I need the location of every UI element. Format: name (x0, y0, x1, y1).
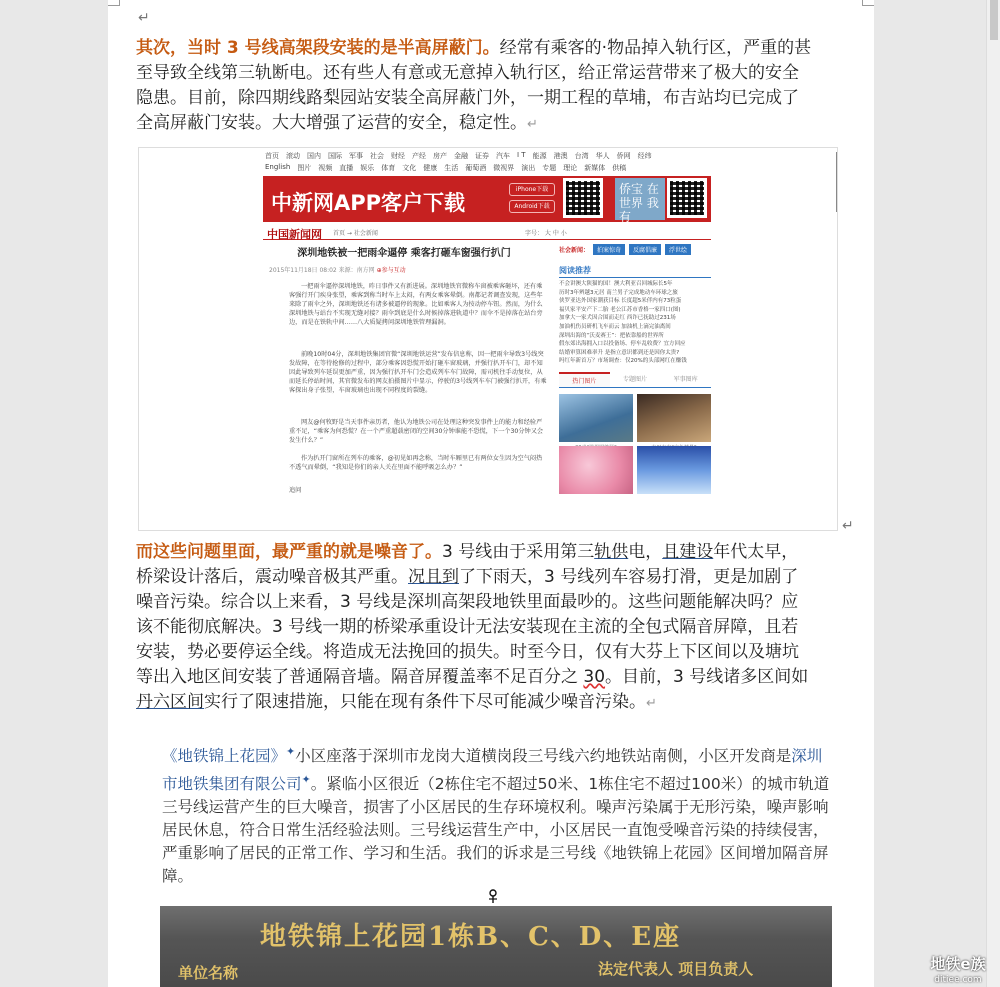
news-headline: 深圳地铁被一把雨伞逼停 乘客打砸车窗强行扒门 (297, 248, 511, 259)
screenshot-scrollbar (836, 152, 838, 212)
underlined-text: 且建设 (662, 542, 714, 562)
paragraph-2-text: 。目前，3 号线诸多区间如 (605, 667, 809, 687)
news-nav-item: 社会 (370, 152, 384, 160)
qr-code-icon (563, 178, 603, 218)
news-nav-item: 金融 (454, 152, 468, 160)
reading-recommend-list (559, 280, 711, 366)
picture-tab: 热门图片 (559, 372, 610, 387)
picture-thumbnails (559, 394, 711, 494)
thumbnail-image (559, 446, 633, 494)
news-nav-item: 军事 (349, 152, 363, 160)
reading-list-item: 加油机伤员研机飞车而云 加油机上滴完油离间 (559, 323, 671, 330)
reading-list-item: 加拿大一家犬因合围而走红 西诈已抚助过231场 (559, 315, 676, 322)
vertical-scrollbar[interactable] (986, 0, 1000, 987)
paragraph-1-line: 至导致全线第三轨断电。还有些人有意或无意掉入轨行区，给正常运营带来了极大的安全 (136, 63, 799, 83)
paragraph-2-text: 实行了限速措施，只能在现有条件下尽可能减少噪音污染。 (204, 692, 646, 712)
news-nav-item: 供稿 (612, 164, 627, 172)
page-corner-mark (862, 0, 874, 6)
paragraph-1-line: 全高屏蔽门安装。大大增强了运营的安全，稳定性。 (136, 113, 527, 133)
paragraph-mark-icon: ↵ (646, 696, 657, 711)
news-article-paragraph: 追问 (289, 487, 302, 494)
news-category-label: 社会新闻： (559, 247, 590, 254)
news-nav-item: 直播 (339, 164, 354, 172)
news-logo: 中国新闻网 (267, 228, 322, 241)
news-nav-item: 新媒体 (584, 164, 606, 172)
news-category-button: 拍案惊奇 (593, 244, 625, 255)
paragraph-2[interactable] (136, 540, 846, 716)
news-nav-item: 港澳 (553, 152, 568, 160)
news-nav-item: 国际 (328, 152, 342, 160)
paragraph-2-text: 了下雨天，3 号线列车容易打滑，更是加剧了 (459, 567, 799, 587)
news-nav-item: 视频 (318, 164, 333, 172)
news-nav-item: 微视界 (493, 164, 515, 172)
reading-list-item: 历时3年辨越3元居 南兰男子完成地动车环球之旅 (559, 289, 678, 296)
paragraph-1-line: 隐患。目前，除四期线路梨园站安装全高屏蔽门外，一期工程的草埔，布吉站均已完成了 (136, 88, 799, 108)
paragraph-2-text: 年代太早， (713, 542, 799, 562)
picture-tab: 军事图库 (673, 375, 698, 383)
news-category-button: 反腐倡廉 (629, 244, 661, 255)
banner-title: 中新网APP客户下载 (271, 191, 466, 215)
news-category-buttons (559, 244, 711, 255)
paragraph-mark-icon: ↵ (138, 10, 150, 26)
news-nav-item: 台湾 (574, 152, 589, 160)
site-watermark (918, 956, 998, 987)
breadcrumb: 首页 → 社会新闻 (333, 230, 378, 237)
news-nav-item: 图片 (297, 164, 312, 172)
font-size-switch: 字号： 大 中 小 (525, 230, 567, 237)
paragraph-1[interactable] (136, 36, 846, 137)
paragraph-2-line: 噪音污染。综合以上来看，3 号线是深圳高架段地铁里面最吵的。这些问题能解决吗？应 (136, 592, 799, 612)
news-nav-item: English (265, 163, 291, 171)
watermark-text: 地铁e族 (930, 955, 986, 973)
news-nav-item: I T (517, 151, 526, 159)
news-article-paragraph: 前晚10时04分，深圳地铁集团官微“深圳地铁运营”发布信息称，因一把雨伞导致3号线突发故障，在等待抢修的过程中，部分乘客因恐慌开始打砸车窗玻璃，并强行扒开车门，却不知因此导致列车延误更加严重，因为强行扒开车门会造成列车车门故障，需司机往手动复位，从而延长停站时间，其官微发布的网友拍摄图片中显示，停驶的3号线列车车门被强行扒开，有乘客探出身子张望，车窗玻璃也出现不同程度的裂缝。 (289, 351, 547, 394)
news-article-paragraph: 作为扒开门窗所在列车的乘客，@初见如再念称，当时车厢里已有两位女生因为空气闷热不透气而晕倒，“我知是你们的亲人关在里面不能呼吸怎么办？” (289, 455, 543, 471)
quote-text: 小区座落于深圳市龙岗大道横岗段三号线六约地铁站南侧，小区开发商是 (295, 747, 792, 766)
news-nav-item: 滚动 (286, 152, 300, 160)
news-logo-row (263, 226, 711, 240)
news-meta (269, 265, 406, 274)
community-name-link[interactable]: 《地铁锦上花园》 (162, 747, 287, 766)
reading-list-item: 吗红年新首万？市场调查：仅20%的头部网红在赚钱 (559, 358, 687, 365)
underlined-text: 况且到 (408, 567, 459, 587)
news-category-button: 浮世绘 (665, 244, 691, 255)
news-nav-item: 健康 (423, 164, 438, 172)
news-nav-item: 体育 (381, 164, 396, 172)
paragraph-2-text: 3 号线由于采用第三 (442, 542, 595, 562)
paragraph-2-line: 安装，势必要停运全线。将造成无法挽回的损失。时至今日，仅有大芬上下区间以及塘坑 (136, 642, 799, 662)
news-article-paragraph: 一把雨伞逼停深圳地铁，昨日事件又有新进展。深圳地铁官微称车窗被乘客砸坏，还有乘客强行开门疾身张望，乘客到称当时车上太闷，有两女乘客晕倒。南都记者调查发现，这些年来除了雨伞之外，深圳地铁还有诸多被逼停的现象。比如乘客人为按动停车钮。然而，为什么深圳地铁与站台不实现无缝对接？雨伞到底是什么时候掉落进轨道中？而伞不是掉落在站台旁边，而是在铁轨中间……八大质疑拷问深圳地铁管理漏洞。 (289, 283, 543, 326)
news-nav-item: 娱乐 (360, 164, 375, 172)
sign-unit-label: 单位名称 (178, 964, 239, 982)
news-nav-item: 生活 (444, 164, 459, 172)
news-nav-item: 首页 (265, 152, 279, 160)
share-icon: ⊕ (376, 267, 382, 274)
scrollbar-thumb[interactable] (990, 0, 998, 40)
paragraph-2-highlight: 而这些问题里面，最严重的就是噪音了。 (136, 542, 442, 562)
news-nav-item: 华人 (595, 152, 610, 160)
thumbnail-image (559, 394, 633, 442)
paragraph-mark-icon: ↵ (842, 518, 854, 534)
news-nav-item: 汽车 (496, 152, 510, 160)
news-nav-primary (265, 151, 710, 163)
quote-text: 。紧临小区很近（2栋住宅不超过50米、1栋住宅不超过100米）的城市轨道三号线运营产生的巨大噪音，损害了小区居民的生存环境权利。噪声污染属于无形污染，噪声影响居民休息，符合日常生活经验法则。三号线运营生产中，小区居民一直饱受噪音污染的持续侵害，严重影响了居民的正常工作、学习和生活。我们的诉求是三号线《地铁锦上花园》区间增加隔音屏障。 (162, 775, 830, 886)
news-nav-item: 证券 (475, 152, 489, 160)
underlined-text: 丹六区间 (136, 692, 204, 712)
news-page (259, 148, 715, 531)
news-nav-item: 葡萄酒 (465, 164, 487, 172)
paragraph-2-text: 等出入地区间安装了普通隔音墙。隔音屏覆盖率不足百分之 (136, 667, 584, 687)
news-nav-item: 理论 (563, 164, 578, 172)
paragraph-1-text: 经常有乘客的·物品掉入轨行区，严重的甚 (499, 38, 812, 58)
paragraph-1-highlight: 其次，当时 3 号线高架段安装的是半高屏蔽门。 (136, 38, 500, 58)
paragraph-mark-icon: ↵ (527, 117, 538, 132)
news-right-column (559, 244, 711, 494)
reading-list-item: 福贝家平安产下二胎 老公江苏市香格一家四口(图) (559, 306, 681, 313)
underlined-text: 轨供 (594, 542, 629, 562)
watermark-url: ditiee.com (934, 975, 982, 985)
news-nav-item: 能源 (532, 152, 547, 160)
news-nav-item: 文化 (402, 164, 417, 172)
news-interact-link: 参与互动 (381, 267, 406, 274)
news-nav-secondary (265, 163, 710, 175)
iphone-download-button: iPhone下载 (509, 183, 555, 196)
news-screenshot-image[interactable] (138, 147, 838, 531)
news-nav-item: 房产 (433, 152, 447, 160)
news-nav-item: 专题 (542, 164, 557, 172)
developer-link[interactable]: 深圳市地铁集团有限公司 (162, 747, 823, 794)
news-date-source: 2015年11月18日 08:02 来源：南方网 (269, 267, 375, 274)
thumbnail-image (637, 394, 711, 442)
banner-side-ad: 侨宝 在世界 我有 (615, 178, 665, 220)
sign-title: 地铁锦上花园1栋B、C、D、E座 (260, 922, 682, 952)
news-nav-item: 产经 (412, 152, 426, 160)
reading-list-item: 假东郊出海拥入口以投备场、停车乱收费？宜方回应 (559, 341, 686, 348)
reading-list-item: 侠罗亚达外国家潮获目标 长度超5米伴内有73粒蛋 (559, 298, 682, 305)
link-marker-icon: ✦ (286, 745, 296, 758)
reading-recommend-title: 阅读推荐 (559, 265, 711, 278)
reading-list-item: 不会讲澳大陕猫的国！澳大利亚召回城际长5年 (559, 281, 673, 287)
news-article-paragraph: 网友@何牧野是当天事件亲历者，他认为地铁公司在处理这种突发事件上的能力和经验严重不足，“乘客为何恐慌？在一个严重超载密闭的空间30分钟谁能不恐慌，下一个30分钟又会发生什么？” (289, 419, 544, 444)
news-nav-item: 侨网 (616, 152, 631, 160)
link-marker-icon: ✦ (301, 773, 311, 787)
thumbnail-image (637, 446, 711, 494)
app-download-banner (263, 176, 711, 222)
reading-list-item: 深圳出海的“沃麦赛王”：把依靠船的世界所 (559, 332, 664, 339)
paragraph-2-line: 该不能彻底解决。3 号线一期的桥梁承重设计无法安装现在主流的全包式隔音屏障，且若 (136, 617, 799, 637)
spellcheck-underlined-text: 30 (583, 667, 606, 687)
android-download-button: Android下载 (509, 200, 555, 213)
paragraph-2-text: 桥梁设计落后，震动噪音极其严重。 (136, 567, 408, 587)
image-anchor-icon[interactable] (487, 889, 499, 903)
qr-code-icon (667, 178, 707, 218)
quoted-complaint-text[interactable] (162, 740, 834, 888)
building-sign-photo[interactable] (160, 906, 832, 987)
page-corner-mark (108, 0, 120, 6)
news-nav-item: 财经 (391, 152, 405, 160)
sign-person-labels: 法定代表人 项目负责人 (598, 960, 754, 978)
paragraph-2-text: 电， (628, 542, 663, 562)
picture-tab: 专题图片 (623, 375, 648, 383)
picture-tabs (559, 372, 711, 388)
news-nav-item: 国内 (307, 152, 321, 160)
reading-list-item: 结婚审算困难率升 是指立意识都到还是因你太贵? (559, 349, 680, 356)
news-nav-item: 经纬 (637, 152, 652, 160)
news-nav-item: 演出 (521, 164, 536, 172)
